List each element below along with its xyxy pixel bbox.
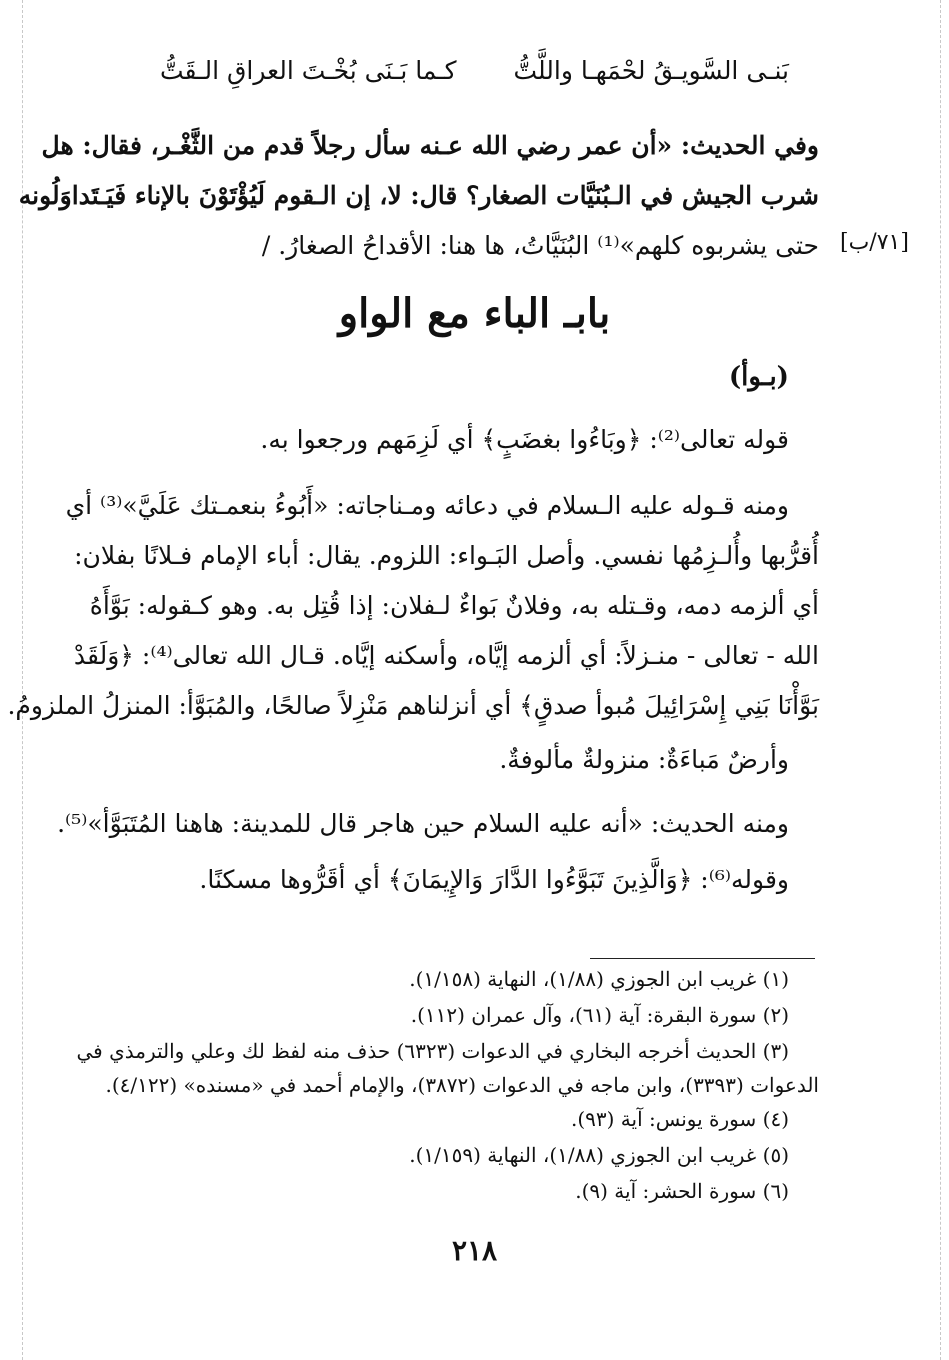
entry-root-heading: (بـوأ) <box>728 362 789 392</box>
poetry-verse <box>160 56 789 96</box>
chapter-title: بابـ الباء مع الواو <box>338 290 611 337</box>
hadith-line-1: وفي الحديث: «أن عمر رضي الله عـنه سأل رجلاً قدم من الثَّغْـر، فقال: هل <box>41 131 819 160</box>
body-line-4: أي ألزمه دمه، وقـتله به، وفلانٌ بَواءٌ لـفلان: إذا قُتِل به. وهو كـقوله: بَوَّأَهُ <box>89 591 819 620</box>
footnote-4: (٤) سورة يونس: آية (٩٣). <box>570 1107 789 1131</box>
body-line-8: ومنه الحديث: «أنه عليه السلام حين هاجر قال للمدينة: هاهنا المُتَبَوَّأ»⁽⁵⁾. <box>57 809 789 838</box>
body-line-9: وقوله⁽⁶⁾: ﴿وَالَّذِينَ تَبَوَّءُوا الدَّارَ وَالإِيمَانَ﴾ أي أقَرُّوها مسكنًا. <box>199 865 789 894</box>
margin-folio-reference: [٧١/ب] <box>840 230 909 255</box>
footnote-3-line-1: (٣) الحديث أخرجه البخاري في الدعوات (٦٣٢٣) حذف منه لفظ لك وعلي والترمذي في <box>76 1039 789 1063</box>
footnote-6: (٦) سورة الحشر: آية (٩). <box>575 1179 789 1203</box>
footnote-divider <box>590 958 815 959</box>
body-line-5: الله - تعالى - منـزلاً: أي ألزمه إيَّاه، وأسكنه إيَّاه. قـال الله تعالى⁽⁴⁾: ﴿وَلَقَدْ <box>73 641 819 670</box>
footnote-3-line-2: الدعوات (٣٣٩٣)، وابن ماجه في الدعوات (٣٨٧٢)، والإمام أحمد في «مسنده» (٤/١٢٢). <box>105 1073 819 1097</box>
footnote-2: (٢) سورة البقرة: آية (٦١)، وآل عمران (١١٢). <box>410 1003 789 1027</box>
hadith-line-2: شرب الجيش في الـبُنَيَّات الصغار؟ قال: لا، إن الـقوم لَيُؤْتَوْنَ بالإناء فَيَـتَداوَلُونه <box>18 181 819 210</box>
verse-second-hemistich: كـما بَـنَى بُخْـتَ العراقِ الـقَتُّ <box>160 56 457 85</box>
body-line-3: أُقرُّبها وأُلـزِمُها نفسي. وأصل البَـواء: اللزوم. يقال: أباء الإمام فـلانًا بفلان: <box>74 541 819 570</box>
body-line-6: بَوَّأْنَا بَنِي إِسْرَائِيلَ مُبوأ صدقٍ﴾ أي أنزلناهم مَنْزِلاً صالحًا، والمُبَوَّأ: المنزلُ الملزومُ. <box>7 691 819 720</box>
footnote-1: (١) غريب ابن الجوزي (١/٨٨)، النهاية (١/١٥٨). <box>409 967 789 991</box>
footnote-5: (٥) غريب ابن الجوزي (١/٨٨)، النهاية (١/١٥٩). <box>409 1143 789 1167</box>
hadith-line-3: حتى يشربوه كلهم»⁽¹⁾ البُنَيَّاتُ، ها هنا: الأقداحُ الصغارُ. / <box>261 231 819 260</box>
body-line-1: قوله تعالى⁽²⁾: ﴿وبَاءُوا بغضَبٍ﴾ أي لَزِمَهم ورجعوا به. <box>260 425 789 454</box>
page-number: ٢١٨ <box>451 1234 498 1267</box>
scan-gutter-right <box>940 0 941 1360</box>
body-line-2: ومنه قـوله عليه الـسلام في دعائه ومـناجاته: «أَبُوءُ بنعمـتك عَلَيَّ»⁽³⁾ أي <box>65 491 789 520</box>
verse-first-hemistich: بَنـى السَّويـقُ لحْمَهـا واللَّتُّ <box>513 56 789 85</box>
body-line-7: وأرضٌ مَباءَةٌ: منزولةٌ مألوفةٌ. <box>499 745 789 774</box>
